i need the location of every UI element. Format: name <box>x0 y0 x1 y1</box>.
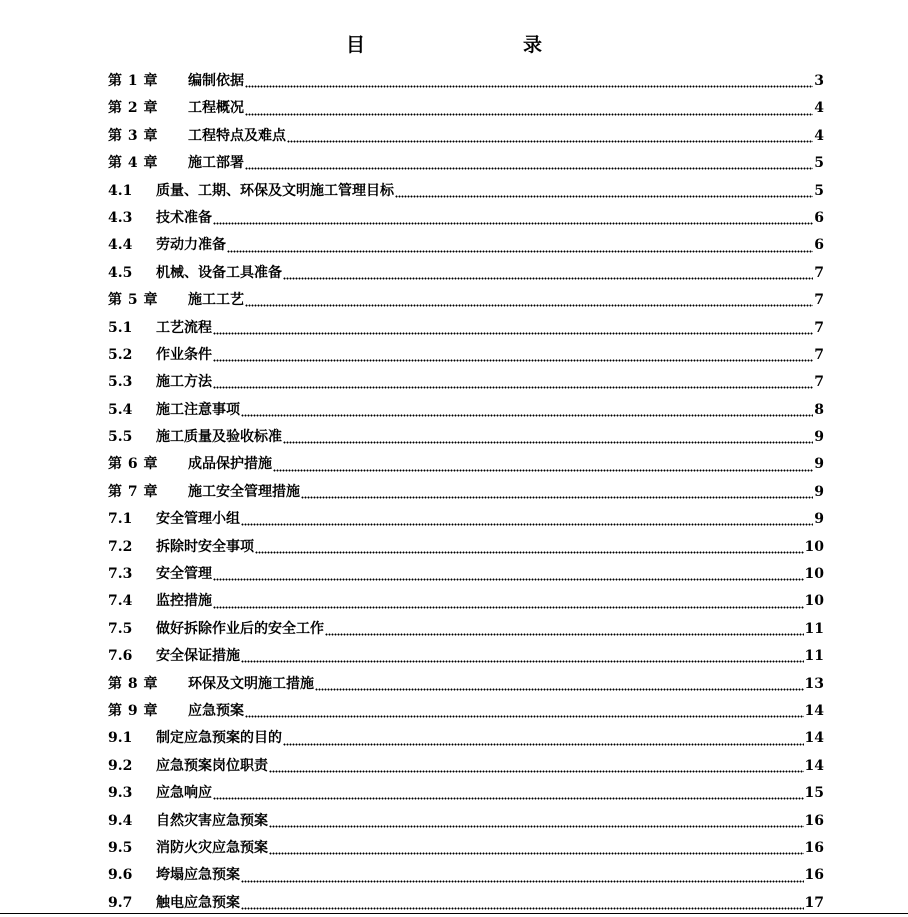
toc-dot-leader <box>273 468 813 472</box>
toc-dot-leader <box>227 249 813 253</box>
toc-entry-number: 7.3 <box>108 566 133 583</box>
toc-entry-title: 施工部署 <box>188 155 244 172</box>
toc-entry-page-number: 16 <box>804 839 824 856</box>
toc-entry-number: 第 2 章 <box>108 100 158 117</box>
toc-entry-page-number: 5 <box>814 155 824 172</box>
toc-dot-leader <box>213 222 813 226</box>
toc-entry-title: 成品保护措施 <box>188 456 272 473</box>
toc-entry-number: 5.3 <box>108 374 133 391</box>
toc-entry-title: 工程概况 <box>188 100 244 117</box>
toc-entry-title: 施工质量及验收标准 <box>156 429 282 446</box>
toc-entry-title: 自然灾害应急预案 <box>156 812 268 829</box>
toc-entry[interactable] <box>108 232 824 259</box>
toc-dot-leader <box>283 441 813 445</box>
toc-entry-number: 7.4 <box>108 593 133 610</box>
toc-entry-page-number: 7 <box>814 319 824 336</box>
toc-entry-title: 劳动力准备 <box>156 237 226 254</box>
toc-entry-number: 9.3 <box>108 785 133 802</box>
toc-entry-page-number: 5 <box>814 182 824 199</box>
toc-entry-title: 做好拆除作业后的安全工作 <box>156 620 324 637</box>
toc-entry[interactable] <box>108 150 824 177</box>
toc-entry-title: 垮塌应急预案 <box>156 867 240 884</box>
toc-entry-number: 4.4 <box>108 237 133 254</box>
toc-entry[interactable] <box>108 588 824 615</box>
toc-dot-leader <box>269 769 804 773</box>
toc-entry[interactable] <box>108 287 824 314</box>
toc-entry-title: 工程特点及难点 <box>188 127 286 144</box>
toc-entry-title: 应急响应 <box>156 785 212 802</box>
toc-entry-title: 安全管理 <box>156 566 212 583</box>
toc-dot-leader <box>245 304 813 308</box>
toc-dot-leader <box>241 523 813 527</box>
toc-dot-leader <box>325 633 804 637</box>
toc-entry-number: 9.6 <box>108 867 133 884</box>
toc-entry-number: 5.5 <box>108 429 133 446</box>
toc-entry[interactable] <box>108 506 824 533</box>
toc-list <box>108 68 824 917</box>
toc-entry-page-number: 7 <box>814 346 824 363</box>
toc-entry-title: 作业条件 <box>156 346 212 363</box>
toc-entry-number: 4.5 <box>108 264 133 281</box>
toc-entry[interactable] <box>108 808 824 835</box>
toc-entry-number: 第 6 章 <box>108 456 158 473</box>
toc-entry-page-number: 6 <box>814 237 824 254</box>
toc-entry[interactable] <box>108 780 824 807</box>
toc-entry[interactable] <box>108 68 824 95</box>
toc-entry[interactable] <box>108 643 824 670</box>
toc-entry-number: 9.1 <box>108 730 133 747</box>
toc-entry-page-number: 17 <box>804 894 824 911</box>
toc-entry-number: 5.1 <box>108 319 133 336</box>
toc-entry[interactable] <box>108 616 824 643</box>
toc-entry-page-number: 4 <box>814 100 824 117</box>
toc-entry[interactable] <box>108 561 824 588</box>
toc-entry-title: 施工方法 <box>156 374 212 391</box>
toc-dot-leader <box>213 359 813 363</box>
toc-entry[interactable] <box>108 178 824 205</box>
toc-dot-leader <box>287 139 813 143</box>
toc-dot-leader <box>301 496 813 500</box>
toc-dot-leader <box>245 85 813 89</box>
toc-entry-page-number: 9 <box>814 429 824 446</box>
toc-dot-leader <box>269 852 804 856</box>
toc-entry-title: 应急预案岗位职责 <box>156 757 268 774</box>
toc-entry[interactable] <box>108 342 824 369</box>
toc-entry-title: 监控措施 <box>156 593 212 610</box>
toc-entry-page-number: 8 <box>814 401 824 418</box>
toc-entry-page-number: 4 <box>814 127 824 144</box>
toc-entry-title: 安全管理小组 <box>156 511 240 528</box>
toc-dot-leader <box>283 742 804 746</box>
toc-entry[interactable] <box>108 725 824 752</box>
toc-entry-number: 5.4 <box>108 401 133 418</box>
toc-entry[interactable] <box>108 424 824 451</box>
toc-dot-leader <box>245 167 813 171</box>
toc-entry-page-number: 6 <box>814 209 824 226</box>
toc-entry-page-number: 13 <box>804 675 824 692</box>
toc-entry-title: 应急预案 <box>188 702 244 719</box>
toc-entry[interactable] <box>108 753 824 780</box>
toc-entry-number: 第 9 章 <box>108 702 158 719</box>
toc-entry-number: 第 4 章 <box>108 155 158 172</box>
toc-dot-leader <box>241 906 804 910</box>
toc-entry-number: 9.5 <box>108 839 133 856</box>
toc-entry-title: 制定应急预案的目的 <box>156 730 282 747</box>
toc-dot-leader <box>315 687 804 691</box>
toc-entry-page-number: 10 <box>804 566 824 583</box>
toc-entry[interactable] <box>108 451 824 478</box>
toc-entry-number: 7.1 <box>108 511 133 528</box>
toc-entry-title: 工艺流程 <box>156 319 212 336</box>
toc-entry-number: 第 8 章 <box>108 675 158 692</box>
toc-entry[interactable] <box>108 835 824 862</box>
toc-entry-title: 环保及文明施工措施 <box>188 675 314 692</box>
toc-entry-number: 9.2 <box>108 757 133 774</box>
toc-dot-leader <box>245 715 804 719</box>
toc-entry-title: 触电应急预案 <box>156 894 240 911</box>
toc-entry-title: 质量、工期、环保及文明施工管理目标 <box>156 182 394 199</box>
toc-entry-number: 4.3 <box>108 209 133 226</box>
toc-entry[interactable] <box>108 205 824 232</box>
toc-entry-number: 7.5 <box>108 620 133 637</box>
toc-entry-number: 7.6 <box>108 648 133 665</box>
toc-entry-title: 消防火灾应急预案 <box>156 839 268 856</box>
toc-entry-title: 安全保证措施 <box>156 648 240 665</box>
toc-dot-leader <box>255 550 804 554</box>
toc-entry-page-number: 9 <box>814 511 824 528</box>
toc-entry-page-number: 16 <box>804 812 824 829</box>
toc-entry-number: 7.2 <box>108 538 133 555</box>
toc-entry-title: 技术准备 <box>156 209 212 226</box>
toc-entry-page-number: 14 <box>804 702 824 719</box>
toc-entry[interactable] <box>108 369 824 396</box>
toc-entry[interactable] <box>108 479 824 506</box>
toc-entry[interactable] <box>108 123 824 150</box>
toc-dot-leader <box>213 605 804 609</box>
toc-entry[interactable] <box>108 397 824 424</box>
toc-entry[interactable] <box>108 862 824 889</box>
toc-entry-page-number: 14 <box>804 757 824 774</box>
toc-entry-page-number: 14 <box>804 730 824 747</box>
toc-entry-title: 拆除时安全事项 <box>156 538 254 555</box>
toc-dot-leader <box>241 660 804 664</box>
toc-entry[interactable] <box>108 671 824 698</box>
toc-entry-page-number: 3 <box>814 73 824 89</box>
page-bottom-rule <box>0 913 908 914</box>
toc-dot-leader <box>269 824 804 828</box>
toc-entry-page-number: 9 <box>814 456 824 473</box>
toc-entry-number: 第 5 章 <box>108 292 158 309</box>
toc-entry[interactable] <box>108 534 824 561</box>
toc-dot-leader <box>213 578 804 582</box>
toc-dot-leader <box>213 331 813 335</box>
toc-entry-page-number: 10 <box>804 593 824 610</box>
toc-entry[interactable] <box>108 698 824 725</box>
toc-entry-number: 5.2 <box>108 346 133 363</box>
toc-entry-number: 9.7 <box>108 894 133 911</box>
toc-entry-page-number: 10 <box>804 538 824 555</box>
toc-entry-page-number: 16 <box>804 867 824 884</box>
toc-entry-number: 第 7 章 <box>108 483 158 500</box>
toc-title: 目 录 <box>345 34 582 56</box>
toc-entry[interactable] <box>108 260 824 287</box>
toc-entry-page-number: 11 <box>804 648 824 665</box>
toc-entry-title: 编制依据 <box>188 73 244 89</box>
toc-entry-number: 4.1 <box>108 182 133 199</box>
toc-dot-leader <box>395 194 813 198</box>
toc-dot-leader <box>241 879 804 883</box>
toc-entry-title: 机械、设备工具准备 <box>156 264 282 281</box>
toc-entry-title: 施工工艺 <box>188 292 244 309</box>
toc-entry-page-number: 7 <box>814 292 824 309</box>
toc-entry-number: 9.4 <box>108 812 133 829</box>
toc-entry-page-number: 11 <box>804 620 824 637</box>
toc-dot-leader <box>213 797 804 801</box>
toc-entry-page-number: 7 <box>814 264 824 281</box>
toc-entry-title: 施工安全管理措施 <box>188 483 300 500</box>
toc-dot-leader <box>241 413 813 417</box>
toc-entry-page-number: 15 <box>804 785 824 802</box>
toc-entry[interactable] <box>108 95 824 122</box>
toc-dot-leader <box>213 386 813 390</box>
toc-entry-title: 施工注意事项 <box>156 401 240 418</box>
toc-entry-number: 第 1 章 <box>108 73 158 89</box>
toc-entry-page-number: 7 <box>814 374 824 391</box>
toc-entry-number: 第 3 章 <box>108 127 158 144</box>
toc-entry-page-number: 9 <box>814 483 824 500</box>
toc-entry[interactable] <box>108 315 824 342</box>
toc-dot-leader <box>245 112 813 116</box>
toc-dot-leader <box>283 276 813 280</box>
